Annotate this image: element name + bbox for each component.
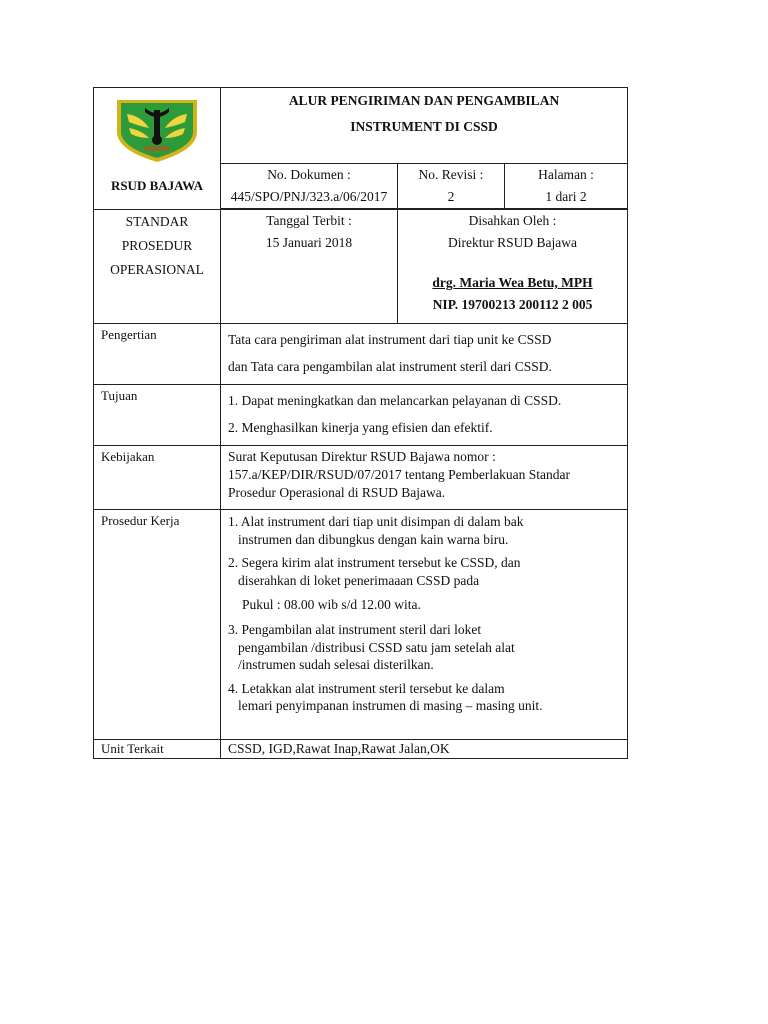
revision-label: No. Revisi : (418, 167, 484, 182)
tujuan-item-1: 1. Dapat meningkatkan dan melancarkan pelayanan di CSSD. (228, 393, 562, 408)
svg-text:. . . . .: . . . . . (151, 151, 163, 156)
pengertian-line-2: dan Tata cara pengambilan alat instrument steril dari CSSD. (228, 359, 552, 374)
revision-cell (398, 164, 505, 209)
title-line-1: ALUR PENGIRIMAN DAN PENGAMBILAN (288, 93, 560, 108)
prosedur-steps (221, 510, 628, 740)
approval-cell (398, 210, 628, 324)
sop-document (93, 87, 627, 759)
kebijakan-text: Surat Keputusan Direktur RSUD Bajawa nomor : 157.a/KEP/DIR/RSUD/07/2017 tentang Pemberlakuan Standar Prosedur Operasional di RSUD Bajawa. (221, 446, 628, 510)
prosedur-step-4: 4. Letakkan alat instrument steril tersebut ke dalam lemari penyimpanan instrumen di masing – masing unit. (228, 680, 543, 713)
tujuan-item-2: 2. Menghasilkan kinerja yang efisien dan efektif. (228, 420, 493, 435)
header-org-cell (94, 88, 221, 210)
signer-nip: NIP. 19700213 200112 2 005 (432, 297, 593, 312)
doc-number-cell (221, 164, 398, 209)
prosedur-label: Prosedur Kerja (94, 510, 221, 740)
doc-number-value: 445/SPO/PNJ/323.a/06/2017 (230, 189, 388, 204)
document-title (221, 88, 628, 164)
rsud-bajawa-emblem-icon (94, 88, 220, 170)
sop-table (93, 87, 628, 759)
sop-line-2: PROSEDUR (121, 238, 193, 253)
sop-line-1: STANDAR (125, 214, 189, 229)
pengertian-line-1: Tata cara pengiriman alat instrument dari tiap unit ke CSSD (228, 332, 552, 347)
issue-date-label: Tanggal Terbit : (266, 213, 352, 228)
pengertian-text (221, 324, 628, 385)
pengertian-label: Pengertian (94, 324, 221, 385)
prosedur-step-2: 2. Segera kirim alat instrument tersebut ke CSSD, dan diserahkan di loket penerimaaan CSSD pada (228, 555, 521, 588)
org-name: RSUD BAJAWA (110, 178, 204, 193)
prosedur-hours: Pukul : 08.00 wib s/d 12.00 wita. (242, 597, 421, 612)
issue-date-cell (221, 210, 398, 324)
page-cell (505, 164, 628, 209)
revision-value: 2 (447, 189, 455, 204)
unit-terkait-label: Unit Terkait (94, 740, 221, 759)
sop-label-cell (94, 210, 221, 324)
page-value: 1 dari 2 (545, 189, 587, 204)
title-line-2: INSTRUMENT DI CSSD (350, 119, 498, 134)
kebijakan-label: Kebijakan (94, 446, 221, 510)
unit-terkait-text: CSSD, IGD,Rawat Inap,Rawat Jalan,OK (221, 740, 628, 759)
issue-date-value: 15 Januari 2018 (265, 235, 353, 250)
approved-label: Disahkan Oleh : (468, 213, 557, 228)
approved-by: Direktur RSUD Bajawa (448, 235, 577, 250)
prosedur-step-3: 3. Pengambilan alat instrument steril dari loket pengambilan /distribusi CSSD satu jam setelah alat /instrumen sudah selesai disterilkan. (228, 622, 515, 672)
signer-name: drg. Maria Wea Betu, MPH (432, 275, 593, 290)
prosedur-step-1: 1. Alat instrument dari tiap unit disimpan di dalam bak instrumen dan dibungkus dengan kain warna biru. (228, 514, 524, 547)
tujuan-text (221, 385, 628, 446)
page-label: Halaman : (538, 167, 594, 182)
sop-line-3: OPERASIONAL (110, 262, 204, 277)
tujuan-label: Tujuan (94, 385, 221, 446)
doc-number-label: No. Dokumen : (267, 167, 351, 182)
